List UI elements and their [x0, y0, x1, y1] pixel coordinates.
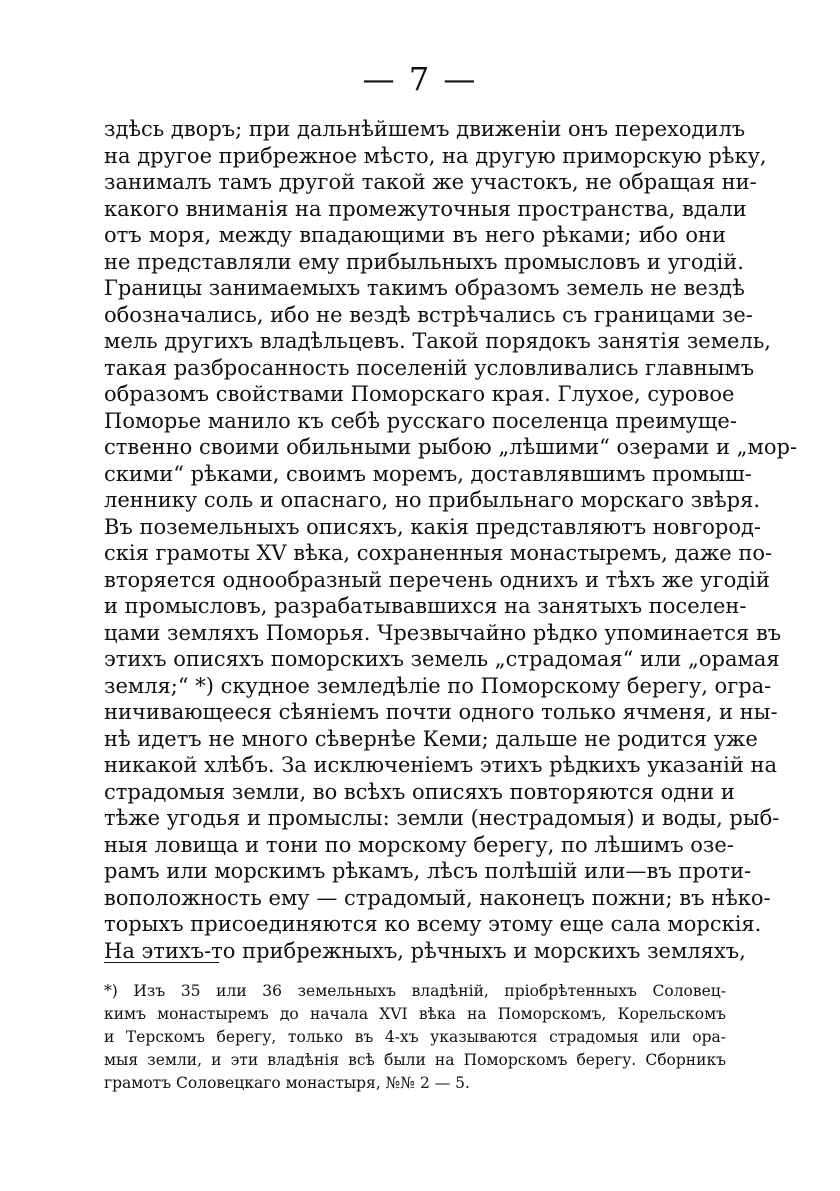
body-line: вторяется однообразный перечень однихъ и тѣхъ же угодій [104, 567, 770, 592]
body-line: какого вниманія на промежуточныя пространства, вдали [104, 196, 747, 221]
footnote-line: *) Изъ 35 или 36 земельныхъ владѣній, пріобрѣтенныхъ Соловец- [104, 982, 726, 1000]
body-line: на другое прибрежное мѣсто, на другую приморскую рѣку, [104, 143, 767, 168]
footnote-line: мыя земли, и эти владѣнія всѣ были на Поморскомъ берегу. Сборникъ [104, 1051, 726, 1069]
body-line: и промысловъ, разрабатывавшихся на занятыхъ поселен- [104, 594, 747, 618]
body-line: не представляли ему прибыльныхъ промысловъ и угодій. [104, 249, 744, 274]
body-line: Поморье манило къ себѣ русскаго поселенца преимуще- [104, 408, 737, 433]
body-line: отъ моря, между впадающими въ него рѣками; ибо они [104, 223, 726, 247]
body-line: мель другихъ владѣльцевъ. Такой порядокъ занятія земель, [104, 329, 771, 353]
body-line: образомъ свойствами Поморскаго края. Глухое, суровое [104, 382, 735, 406]
body-line: скими“ рѣками, своимъ моремъ, доставлявшимъ промыш- [104, 461, 752, 486]
body-line: скія грамоты XV вѣка, сохраненныя монастыремъ, даже по- [104, 541, 773, 565]
footnote-line: кимъ монастыремъ до начала XVI вѣка на Поморскомъ, Корельскомъ [104, 1005, 726, 1023]
body-line: торыхъ присоединяются ко всему этому еще сала морскія. [104, 912, 762, 936]
body-line: ничивающееся сѣяніемъ почти одного только ячменя, и ны- [104, 700, 778, 724]
body-line: никакой хлѣбъ. За исключеніемъ этихъ рѣдкихъ указаній на [104, 753, 778, 777]
footnote-divider [104, 962, 219, 963]
body-line: этихъ описяхъ поморскихъ земель „страдомая“ или „орамая [104, 647, 780, 671]
body-line: обозначались, ибо не вездѣ встрѣчались съ границами зе- [104, 302, 753, 327]
body-line: занималъ тамъ другой такой же участокъ, не обращая ни- [104, 170, 757, 194]
body-line: воположность ему — страдомый, наконецъ пожни; въ нѣко- [104, 885, 771, 910]
body-line: рамъ или морскимъ рѣкамъ, лѣсъ полѣшій или—въ проти- [104, 859, 752, 883]
body-line: тѣже угодья и промыслы: земли (нестрадомыя) и воды, рыб- [104, 806, 780, 830]
footnote [104, 980, 726, 1095]
footnote-line: грамотъ Соловецкаго монастыря, №№ 2 — 5. [104, 1074, 470, 1092]
body-line: страдомыя земли, во всѣхъ описяхъ повторяются одни и [104, 779, 735, 804]
body-line: ственно своими обильными рыбою „лѣшими“ озерами и „мор- [104, 435, 798, 459]
body-line: Границы занимаемыхъ такимъ образомъ земель не вездѣ [104, 276, 745, 300]
body-line: На этихъ-то прибрежныхъ, рѣчныхъ и морскихъ земляхъ, [104, 938, 746, 963]
body-line: ныя ловища и тони по морскому берегу, по лѣшимъ озе- [104, 832, 734, 857]
body-text [104, 116, 798, 964]
body-line: цами земляхъ Поморья. Чрезвычайно рѣдко упоминается въ [104, 620, 782, 645]
body-line: такая разбросанность поселеній условливались главнымъ [104, 355, 755, 380]
page-number: — 7 — [362, 60, 478, 98]
body-line: земля;“ *) скудное земледѣліе по Поморскому берегу, огра- [104, 673, 772, 698]
footnote-line: и Терскомъ берегу, только въ 4-хъ указываются страдомыя или ора- [104, 1028, 726, 1046]
body-line: леннику соль и опаснаго, но прибыльнаго морскаго звѣря. [104, 488, 761, 512]
body-line: здѣсь дворъ; при дальнѣйшемъ движеніи онъ переходилъ [104, 117, 746, 141]
body-line: Въ поземельныхъ описяхъ, какія представляютъ новгород- [104, 514, 761, 539]
body-line: нѣ идетъ не много сѣвернѣе Кеми; дальше не родится уже [104, 726, 758, 751]
